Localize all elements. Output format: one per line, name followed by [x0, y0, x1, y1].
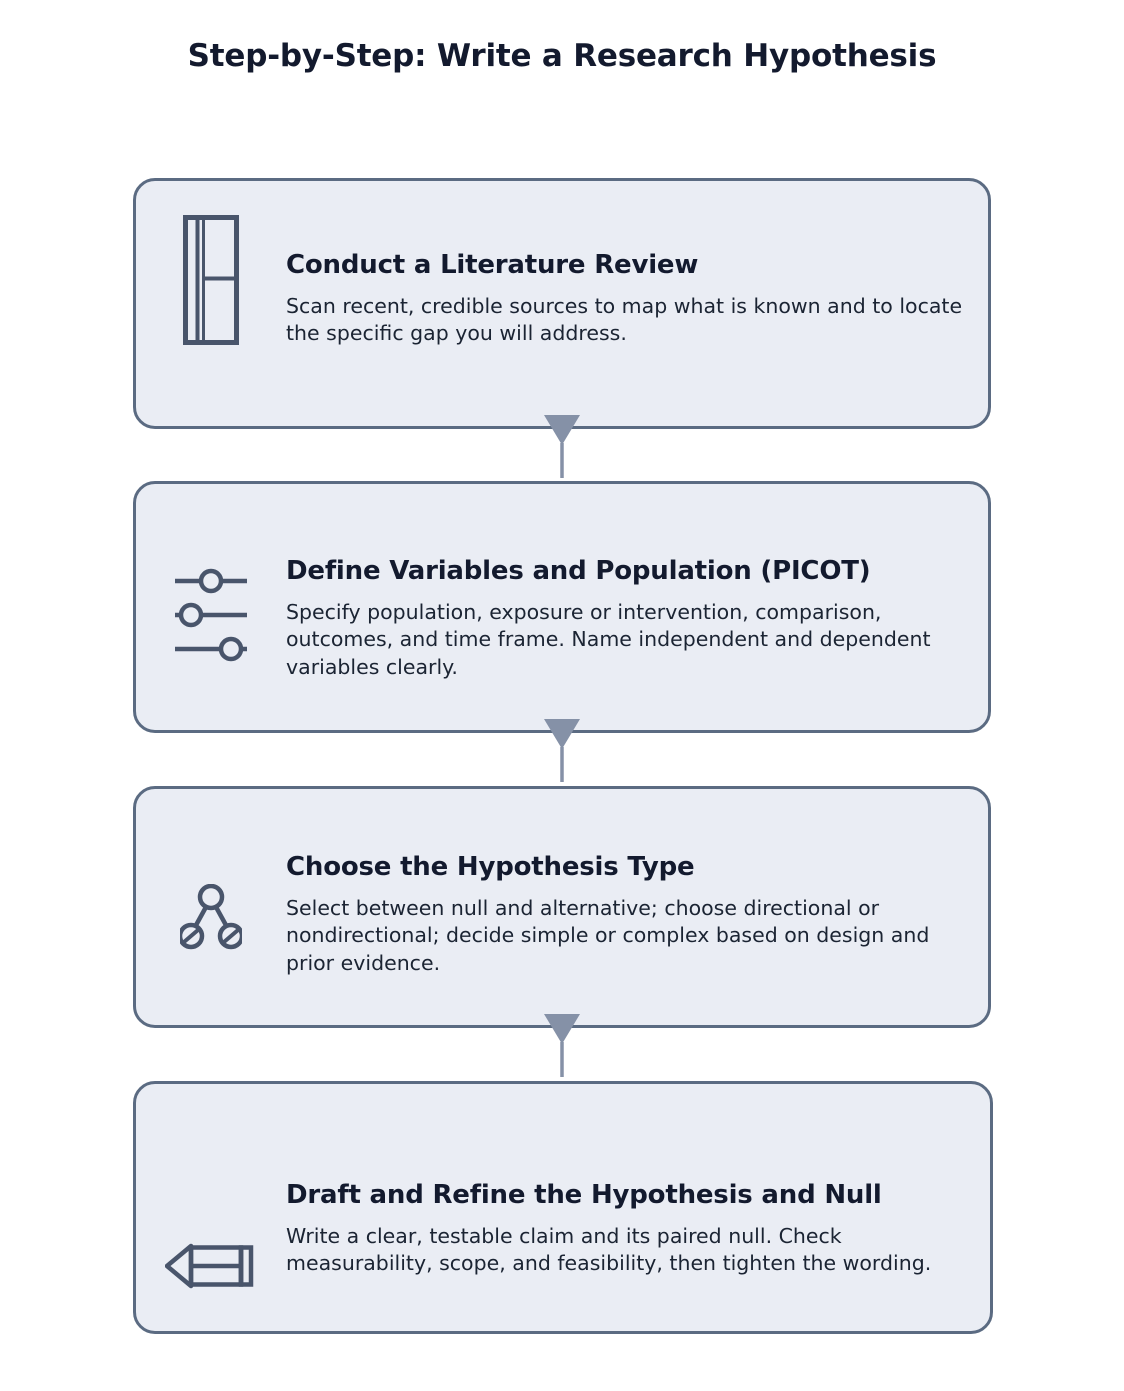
connector-2-to-3	[539, 717, 585, 783]
step-4-heading: Draft and Refine the Hypothesis and Null	[286, 1180, 882, 1211]
page-title: Step-by-Step: Write a Research Hypothesis	[187, 38, 937, 74]
step-card-1[interactable]	[133, 178, 991, 429]
step-4-icon-slot	[136, 1144, 286, 1391]
book-icon	[182, 214, 240, 350]
connector-3-to-4	[539, 1012, 585, 1078]
step-3-icon-slot	[136, 801, 286, 1037]
step-4-description: Write a clear, testable claim and its paired null. Check measurability, scope, and feasibility, then tighten the wording.	[286, 1224, 932, 1276]
step-1-body	[286, 251, 988, 347]
step-flow-diagram	[133, 178, 993, 1334]
sliders-icon	[173, 567, 249, 667]
pencil-icon	[165, 1241, 257, 1295]
connector-1-to-2	[539, 413, 585, 479]
step-1-description: Scan recent, credible sources to map what is known and to locate the specific gap you will address.	[286, 294, 963, 346]
step-2-icon-slot	[136, 494, 286, 740]
step-2-description: Specify population, exposure or intervention, comparison, outcomes, and time frame. Name independent and dependent variables clearly.	[286, 600, 931, 679]
step-3-heading: Choose the Hypothesis Type	[286, 852, 695, 883]
step-4-body	[286, 1181, 990, 1277]
step-card-3[interactable]	[133, 786, 991, 1028]
step-2-body	[286, 557, 988, 681]
hierarchy-tree-icon	[180, 884, 242, 954]
step-2-heading: Define Variables and Population (PICOT)	[286, 556, 871, 587]
step-card-4[interactable]	[133, 1081, 993, 1334]
step-3-description: Select between null and alternative; choose directional or nondirectional; decide simple or complex based on design and prior evidence.	[286, 896, 930, 975]
step-card-2[interactable]	[133, 481, 991, 733]
step-1-icon-slot	[136, 181, 286, 426]
step-3-body	[286, 853, 988, 977]
step-1-heading: Conduct a Literature Review	[286, 250, 699, 281]
